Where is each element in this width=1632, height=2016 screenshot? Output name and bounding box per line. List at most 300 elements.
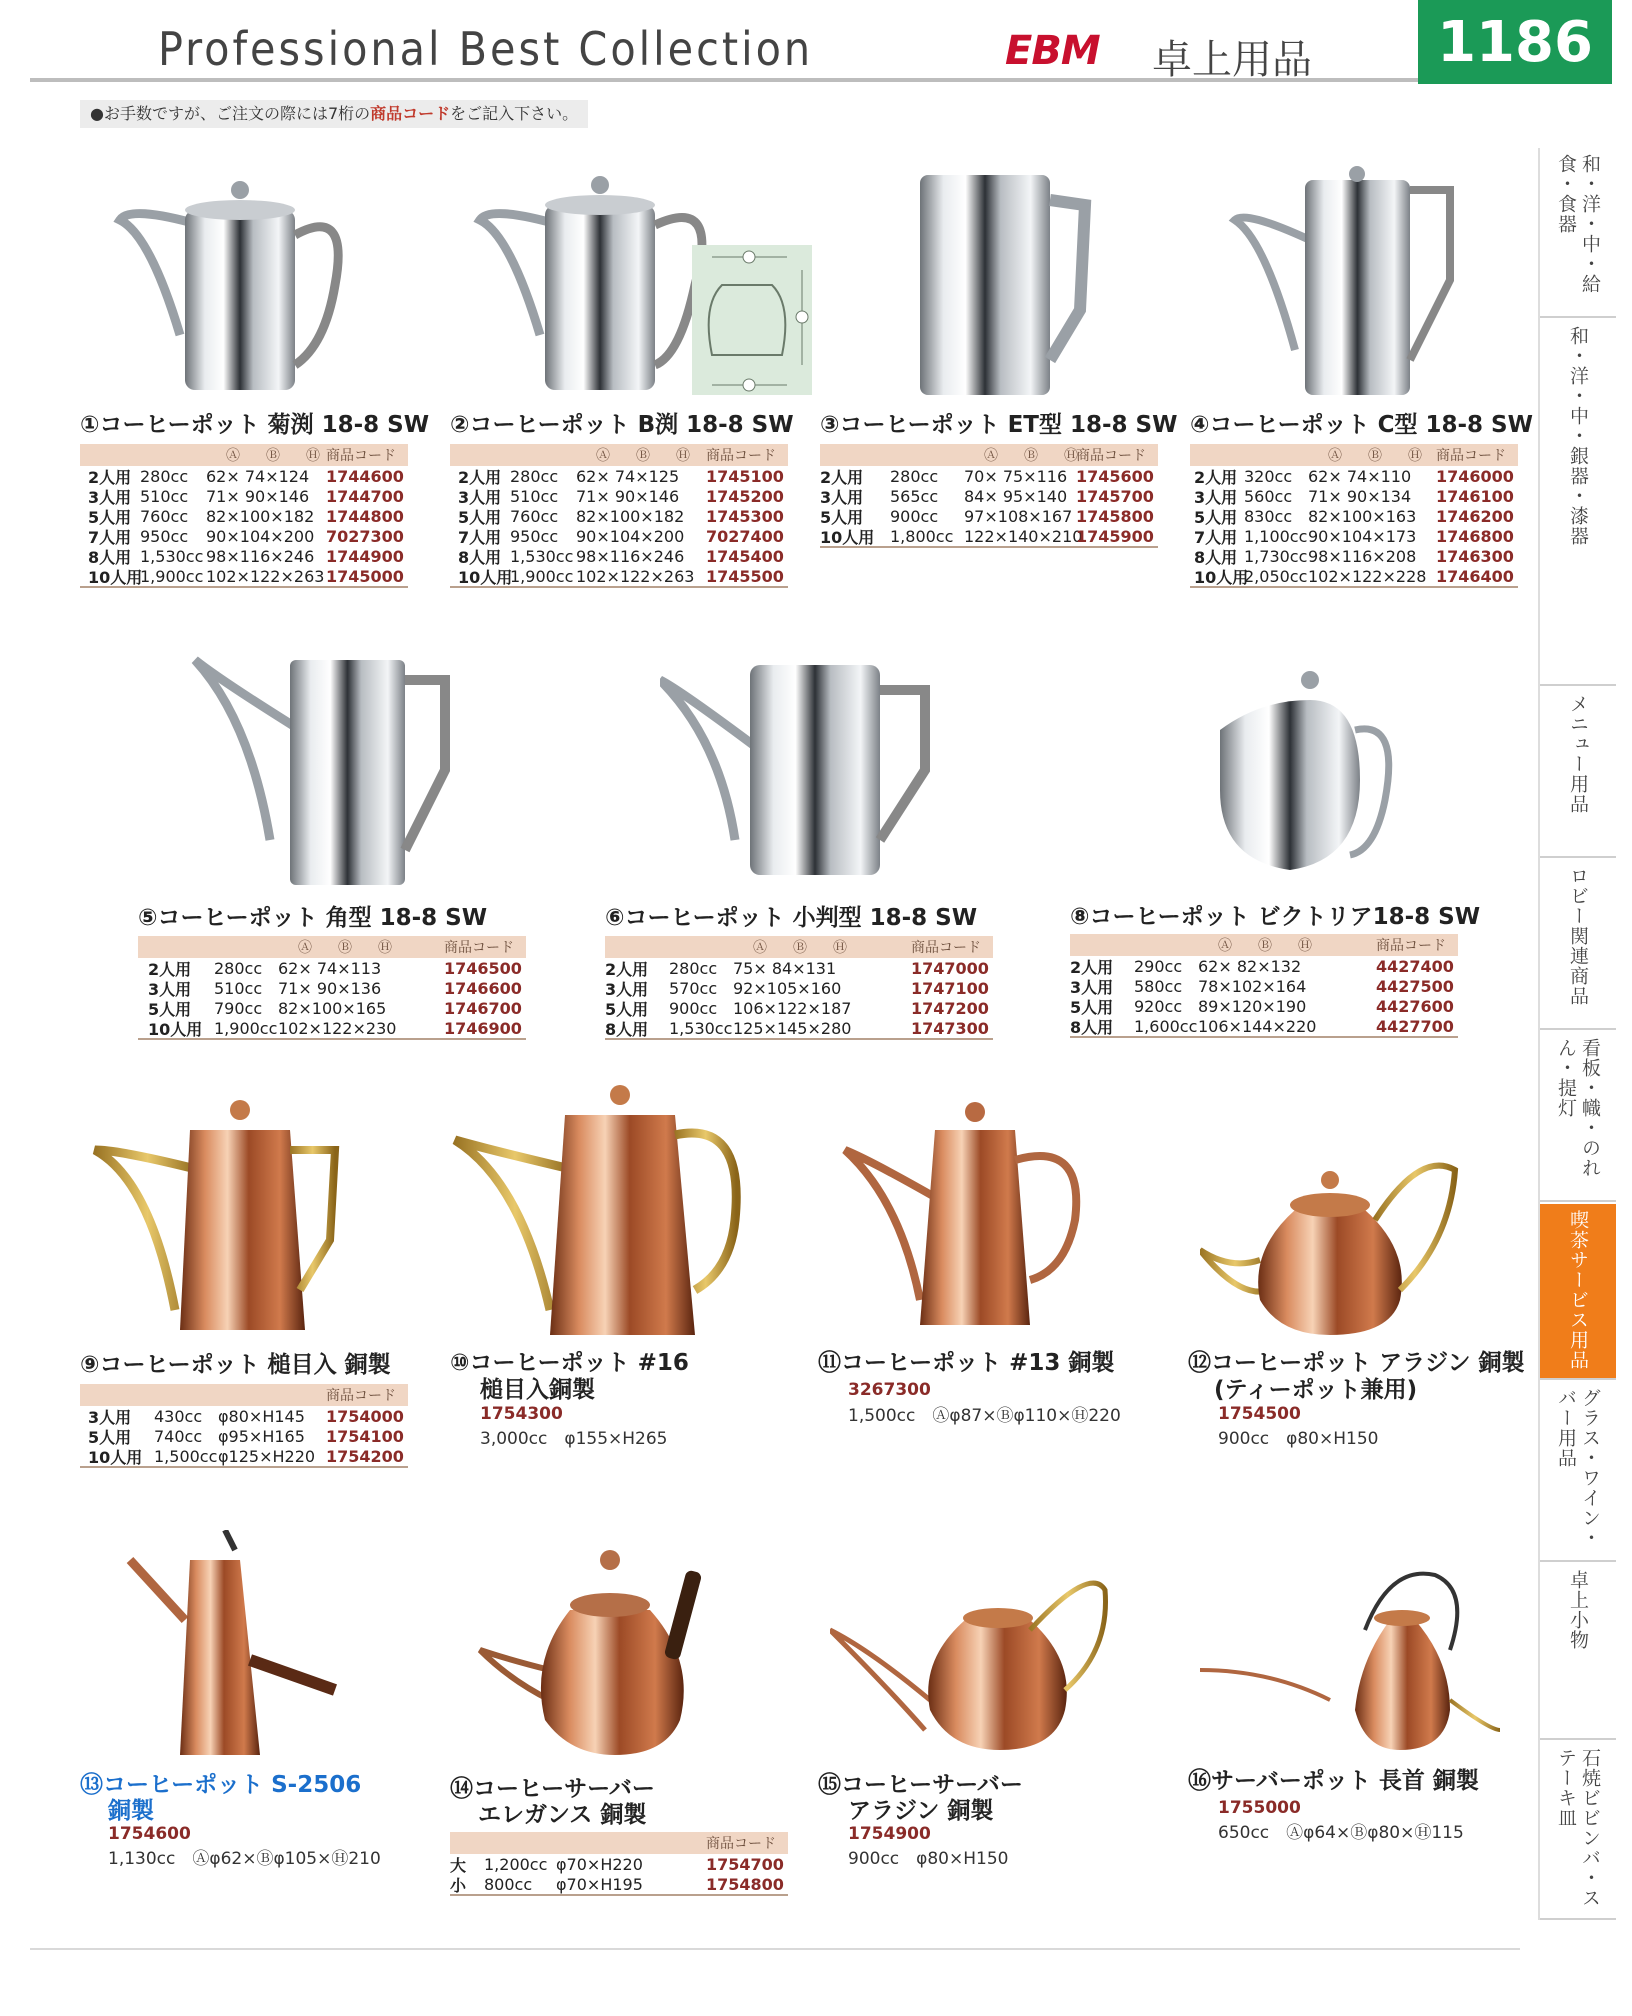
dimension-cell: 122×140×210 bbox=[964, 526, 1083, 546]
dimension-cell: 82×100×165 bbox=[278, 998, 387, 1018]
size-cell: 8人用 bbox=[1070, 1017, 1114, 1037]
dimension-cell: 62× 74×113 bbox=[278, 958, 382, 978]
product-name-line2: (ティーポット兼用) bbox=[1214, 1377, 1418, 1403]
side-tab-menu[interactable] bbox=[1540, 688, 1616, 858]
product-code: 1754300 bbox=[480, 1404, 563, 1424]
code-cell: 1746700 bbox=[444, 998, 522, 1018]
product-spec: 1,500cc Ⓐφ87×Ⓑφ110×Ⓗ220 bbox=[848, 1406, 1121, 1426]
capacity-cell: 740cc bbox=[154, 1426, 203, 1446]
capacity-cell: 1,730cc bbox=[1244, 546, 1308, 566]
dimension-cell: 71× 90×136 bbox=[278, 978, 382, 998]
side-tab-table-goods[interactable] bbox=[1540, 1564, 1616, 1740]
product-name: コーヒーポット アラジン 銅製 bbox=[1211, 1350, 1525, 1376]
capacity-cell: 280cc bbox=[510, 466, 559, 486]
notice-emphasis: 商品コード bbox=[370, 104, 451, 123]
size-cell: 2人用 bbox=[458, 467, 502, 487]
size-cell: 10人用 bbox=[88, 1447, 143, 1467]
header-a: Ⓐ bbox=[1328, 448, 1342, 464]
header-code: 商品コード bbox=[1076, 448, 1146, 464]
product-name: コーヒーポット B渕 18-8 SW bbox=[469, 412, 794, 438]
side-tab-label: 和・洋・中・銀器・漆器 bbox=[1567, 326, 1589, 546]
capacity-cell: 900cc bbox=[890, 506, 939, 526]
header-b: Ⓑ bbox=[636, 448, 650, 464]
header-code: 商品コード bbox=[1376, 938, 1446, 954]
dimension-diagram bbox=[692, 245, 812, 395]
capacity-cell: 1,900cc bbox=[140, 566, 204, 586]
code-cell: 1746400 bbox=[1436, 566, 1514, 586]
side-tab-label: 卓上小物 bbox=[1567, 1570, 1589, 1650]
header-code: 商品コード bbox=[911, 940, 981, 956]
table-row bbox=[605, 998, 993, 1018]
capacity-cell: 560cc bbox=[1244, 486, 1293, 506]
code-cell: 1745300 bbox=[706, 506, 784, 526]
table-row bbox=[450, 546, 788, 566]
capacity-cell: 760cc bbox=[510, 506, 559, 526]
capacity-cell: 1,200cc bbox=[484, 1854, 548, 1874]
product-title bbox=[80, 412, 429, 439]
size-cell: 5人用 bbox=[1070, 997, 1114, 1017]
table-row bbox=[1190, 566, 1518, 586]
dimension-cell: 98×116×246 bbox=[206, 546, 315, 566]
copper-aladdin-pot-image bbox=[1200, 1150, 1460, 1340]
spec-table-header bbox=[450, 444, 788, 466]
coffee-pot-victoria-image bbox=[1200, 660, 1400, 880]
copper-pot-s2506-image bbox=[120, 1530, 350, 1760]
copper-server-longneck-image bbox=[1200, 1570, 1500, 1760]
code-cell: 1745600 bbox=[1076, 466, 1154, 486]
dimension-cell: 89×120×190 bbox=[1198, 996, 1307, 1016]
code-cell: 1747300 bbox=[911, 1018, 989, 1038]
table-row bbox=[80, 1406, 408, 1426]
code-cell: 1754000 bbox=[326, 1406, 404, 1426]
capacity-cell: 800cc bbox=[484, 1874, 533, 1894]
table-row bbox=[1070, 956, 1458, 976]
capacity-cell: 510cc bbox=[140, 486, 189, 506]
table-row bbox=[1190, 506, 1518, 526]
header-h: Ⓗ bbox=[833, 940, 847, 956]
code-cell: 1746900 bbox=[444, 1018, 522, 1038]
product-code: 1755000 bbox=[1218, 1798, 1301, 1818]
table-row bbox=[605, 1018, 993, 1038]
code-cell: 1744900 bbox=[326, 546, 404, 566]
product-title bbox=[80, 1772, 361, 1799]
copper-coffee-pot-hammered-image bbox=[90, 1090, 360, 1340]
side-tab-tableware[interactable] bbox=[1540, 148, 1616, 318]
product-spec: 900cc φ80×H150 bbox=[848, 1849, 1009, 1869]
capacity-cell: 1,100cc bbox=[1244, 526, 1308, 546]
header-code: 商品コード bbox=[326, 1388, 396, 1404]
size-cell: 3人用 bbox=[1070, 977, 1114, 997]
table-row bbox=[80, 1426, 408, 1446]
spec-table-header bbox=[80, 1384, 408, 1406]
coffee-pot-kikubuchi-image bbox=[110, 165, 360, 405]
capacity-cell: 1,600cc bbox=[1134, 1016, 1198, 1036]
size-cell: 5人用 bbox=[1194, 507, 1238, 527]
dimension-cell: 62× 74×124 bbox=[206, 466, 310, 486]
table-row bbox=[450, 566, 788, 586]
product-title bbox=[1070, 904, 1480, 931]
side-tab-lobby[interactable] bbox=[1540, 860, 1616, 1030]
side-tab-label: ロビー関連商品 bbox=[1567, 866, 1589, 1006]
page-header-title: Professional Best Collection bbox=[158, 22, 814, 76]
dimension-cell: 84× 95×140 bbox=[964, 486, 1068, 506]
coffee-pot-et-image bbox=[900, 160, 1100, 400]
dimension-cell: 102×122×230 bbox=[278, 1018, 397, 1038]
product-title bbox=[80, 1352, 391, 1379]
dimension-cell: 90×104×200 bbox=[206, 526, 315, 546]
product-name: コーヒーポット ビクトリア18-8 SW bbox=[1089, 904, 1481, 930]
table-row bbox=[1190, 486, 1518, 506]
dimension-cell: 62× 74×110 bbox=[1308, 466, 1412, 486]
size-cell: 2人用 bbox=[148, 959, 192, 979]
product-name: コーヒーポット C型 18-8 SW bbox=[1209, 412, 1533, 438]
code-cell: 1747100 bbox=[911, 978, 989, 998]
table-row bbox=[450, 1854, 788, 1874]
dimension-cell: φ70×H195 bbox=[556, 1874, 643, 1894]
dimension-cell: 70× 75×116 bbox=[964, 466, 1068, 486]
dimension-cell: φ95×H165 bbox=[218, 1426, 305, 1446]
product-code: 3267300 bbox=[848, 1380, 931, 1400]
code-cell: 1744600 bbox=[326, 466, 404, 486]
table-row bbox=[450, 526, 788, 546]
side-tab-label: 和・洋・中・給食・食器 bbox=[1555, 154, 1601, 294]
header-h: Ⓗ bbox=[1298, 938, 1312, 954]
capacity-cell: 320cc bbox=[1244, 466, 1293, 486]
dimension-cell: φ80×H145 bbox=[218, 1406, 305, 1426]
product-spec: 3,000cc φ155×H265 bbox=[480, 1429, 668, 1449]
product-spec: 1,130cc Ⓐφ62×Ⓑφ105×Ⓗ210 bbox=[108, 1849, 381, 1869]
spec-table bbox=[1190, 444, 1518, 588]
product-title bbox=[1190, 412, 1533, 439]
side-tab-label: グラス・ワイン・バー用品 bbox=[1555, 1388, 1601, 1548]
coffee-pot-oval-image bbox=[660, 650, 940, 880]
table-row bbox=[605, 978, 993, 998]
size-cell: 5人用 bbox=[88, 1427, 132, 1447]
header-b: Ⓑ bbox=[793, 940, 807, 956]
side-tab-stone-plates[interactable] bbox=[1540, 1742, 1616, 1920]
header-b: Ⓑ bbox=[1368, 448, 1382, 464]
spec-table-header bbox=[1070, 934, 1458, 956]
product-number: ⑫ bbox=[1188, 1350, 1211, 1376]
spec-table-header bbox=[820, 444, 1158, 466]
capacity-cell: 510cc bbox=[510, 486, 559, 506]
code-cell: 1745200 bbox=[706, 486, 784, 506]
dimension-cell: 82×100×182 bbox=[576, 506, 685, 526]
dimension-cell: 98×116×246 bbox=[576, 546, 685, 566]
product-name: コーヒーポット 槌目入 銅製 bbox=[99, 1352, 391, 1378]
capacity-cell: 280cc bbox=[669, 958, 718, 978]
category-title: 卓上用品 bbox=[1152, 37, 1312, 83]
table-row bbox=[80, 486, 408, 506]
size-cell: 2人用 bbox=[88, 467, 132, 487]
side-tab-label: 看板・幟・のれん・提灯 bbox=[1555, 1038, 1601, 1178]
side-tab-signs[interactable] bbox=[1540, 1032, 1616, 1202]
product-name: コーヒーポット 菊渕 18-8 SW bbox=[99, 412, 430, 438]
capacity-cell: 430cc bbox=[154, 1406, 203, 1426]
product-name: コーヒーポット 小判型 18-8 SW bbox=[624, 905, 978, 931]
spec-table bbox=[80, 444, 408, 588]
capacity-cell: 830cc bbox=[1244, 506, 1293, 526]
code-cell: 1746100 bbox=[1436, 486, 1514, 506]
product-title bbox=[605, 905, 977, 932]
dimension-cell: 82×100×163 bbox=[1308, 506, 1417, 526]
dimension-cell: φ125×H220 bbox=[218, 1446, 316, 1466]
header-a: Ⓐ bbox=[596, 448, 610, 464]
dimension-cell: 125×145×280 bbox=[733, 1018, 852, 1038]
dimension-cell: 71× 90×146 bbox=[576, 486, 680, 506]
dimension-cell: 62× 74×125 bbox=[576, 466, 680, 486]
capacity-cell: 950cc bbox=[140, 526, 189, 546]
product-title bbox=[1188, 1768, 1479, 1795]
size-cell: 7人用 bbox=[458, 527, 502, 547]
spec-table bbox=[820, 444, 1158, 548]
size-cell: 3人用 bbox=[148, 979, 192, 999]
product-spec: 900cc φ80×H150 bbox=[1218, 1429, 1379, 1449]
copper-server-aladdin-image bbox=[830, 1570, 1120, 1760]
side-tab-silverware[interactable] bbox=[1540, 320, 1616, 686]
header-code: 商品コード bbox=[444, 940, 514, 956]
product-name: コーヒーポット ET型 18-8 SW bbox=[839, 412, 1178, 438]
spec-table-header bbox=[450, 1832, 788, 1854]
table-row bbox=[1190, 526, 1518, 546]
size-cell: 10人用 bbox=[1194, 567, 1249, 587]
product-name: コーヒーサーバー bbox=[841, 1772, 1023, 1798]
dimension-cell: 71× 90×134 bbox=[1308, 486, 1412, 506]
header-h: Ⓗ bbox=[306, 448, 320, 464]
capacity-cell: 290cc bbox=[1134, 956, 1183, 976]
product-number: ⑩ bbox=[450, 1350, 470, 1376]
table-row bbox=[820, 506, 1158, 526]
code-cell: 1745700 bbox=[1076, 486, 1154, 506]
page-number: 1186 bbox=[1418, 0, 1612, 84]
table-row bbox=[80, 506, 408, 526]
capacity-cell: 1,900cc bbox=[214, 1018, 278, 1038]
product-number: ⑨ bbox=[80, 1352, 100, 1378]
code-cell: 1745900 bbox=[1076, 526, 1154, 546]
product-number: ⑤ bbox=[138, 905, 158, 931]
capacity-cell: 570cc bbox=[669, 978, 718, 998]
header-a: Ⓐ bbox=[226, 448, 240, 464]
header-h: Ⓗ bbox=[1064, 448, 1078, 464]
product-name: コーヒーポット 角型 18-8 SW bbox=[157, 905, 488, 931]
table-row bbox=[450, 1874, 788, 1894]
capacity-cell: 280cc bbox=[890, 466, 939, 486]
product-name-line2: アラジン 銅製 bbox=[848, 1798, 994, 1824]
code-cell: 1754800 bbox=[706, 1874, 784, 1894]
size-cell: 2人用 bbox=[1070, 957, 1114, 977]
table-row bbox=[80, 466, 408, 486]
product-title bbox=[820, 412, 1177, 439]
spec-table bbox=[450, 444, 788, 588]
table-row bbox=[820, 526, 1158, 546]
table-row bbox=[605, 958, 993, 978]
code-cell: 1746000 bbox=[1436, 466, 1514, 486]
capacity-cell: 565cc bbox=[890, 486, 939, 506]
header-code: 商品コード bbox=[706, 448, 776, 464]
table-row bbox=[138, 958, 526, 978]
header-h: Ⓗ bbox=[378, 940, 392, 956]
spec-table-header bbox=[1190, 444, 1518, 466]
header-b: Ⓑ bbox=[266, 448, 280, 464]
code-cell: 4427500 bbox=[1376, 976, 1454, 996]
capacity-cell: 2,050cc bbox=[1244, 566, 1308, 586]
dimension-cell: 92×105×160 bbox=[733, 978, 842, 998]
dimension-cell: 102×122×263 bbox=[576, 566, 695, 586]
code-cell: 1744800 bbox=[326, 506, 404, 526]
size-cell: 10人用 bbox=[458, 567, 513, 587]
table-row bbox=[138, 978, 526, 998]
code-cell: 1746600 bbox=[444, 978, 522, 998]
product-number: ⑭ bbox=[450, 1776, 473, 1802]
size-cell: 3人用 bbox=[1194, 487, 1238, 507]
dimension-cell: 62× 82×132 bbox=[1198, 956, 1302, 976]
capacity-cell: 280cc bbox=[140, 466, 189, 486]
spec-table bbox=[80, 1384, 408, 1468]
header-h: Ⓗ bbox=[1408, 448, 1422, 464]
side-tab-label: メニュー用品 bbox=[1567, 694, 1589, 814]
table-row bbox=[138, 998, 526, 1018]
size-cell: 2人用 bbox=[605, 959, 649, 979]
coffee-pot-c-image bbox=[1225, 160, 1465, 400]
table-row bbox=[820, 466, 1158, 486]
header-a: Ⓐ bbox=[298, 940, 312, 956]
size-cell: 3人用 bbox=[458, 487, 502, 507]
spec-table bbox=[450, 1832, 788, 1896]
capacity-cell: 1,530cc bbox=[669, 1018, 733, 1038]
table-row bbox=[138, 1018, 526, 1038]
dimension-cell: 71× 90×146 bbox=[206, 486, 310, 506]
size-cell: 5人用 bbox=[88, 507, 132, 527]
size-cell: 大 bbox=[450, 1855, 467, 1875]
product-title bbox=[818, 1350, 1114, 1377]
size-cell: 3人用 bbox=[88, 487, 132, 507]
header-code: 商品コード bbox=[706, 1836, 776, 1852]
size-cell: 8人用 bbox=[1194, 547, 1238, 567]
copper-coffee-pot-13-image bbox=[840, 1100, 1100, 1330]
table-row bbox=[1070, 1016, 1458, 1036]
product-name-line2: 銅製 bbox=[108, 1798, 154, 1824]
capacity-cell: 1,530cc bbox=[510, 546, 574, 566]
table-row bbox=[1190, 546, 1518, 566]
code-cell: 1745400 bbox=[706, 546, 784, 566]
product-title bbox=[450, 1776, 655, 1803]
capacity-cell: 760cc bbox=[140, 506, 189, 526]
code-cell: 1745800 bbox=[1076, 506, 1154, 526]
capacity-cell: 580cc bbox=[1134, 976, 1183, 996]
spec-table bbox=[1070, 934, 1458, 1038]
product-title bbox=[138, 905, 487, 932]
dimension-cell: 90×104×173 bbox=[1308, 526, 1417, 546]
code-cell: 1747200 bbox=[911, 998, 989, 1018]
dimension-cell: 102×122×228 bbox=[1308, 566, 1427, 586]
code-cell: 1754200 bbox=[326, 1446, 404, 1466]
code-cell: 1746300 bbox=[1436, 546, 1514, 566]
spec-table-header bbox=[138, 936, 526, 958]
size-cell: 7人用 bbox=[88, 527, 132, 547]
spec-table bbox=[605, 936, 993, 1040]
dimension-cell: 75× 84×131 bbox=[733, 958, 837, 978]
size-cell: 10人用 bbox=[148, 1019, 203, 1039]
size-cell: 10人用 bbox=[88, 567, 143, 587]
header-b: Ⓑ bbox=[1024, 448, 1038, 464]
dimension-cell: 82×100×182 bbox=[206, 506, 315, 526]
capacity-cell: 1,800cc bbox=[890, 526, 954, 546]
capacity-cell: 280cc bbox=[214, 958, 263, 978]
product-number: ⑪ bbox=[818, 1350, 841, 1376]
product-number: ⑯ bbox=[1188, 1768, 1211, 1794]
code-cell: 1754100 bbox=[326, 1426, 404, 1446]
section-sidebar bbox=[1538, 148, 1616, 1920]
size-cell: 8人用 bbox=[605, 1019, 649, 1039]
dimension-cell: 98×116×208 bbox=[1308, 546, 1417, 566]
capacity-cell: 1,530cc bbox=[140, 546, 204, 566]
product-name: コーヒーサーバー bbox=[473, 1776, 655, 1802]
dimension-cell: 97×108×167 bbox=[964, 506, 1073, 526]
side-tab-glass-bar[interactable] bbox=[1540, 1382, 1616, 1562]
dimension-cell: 102×122×263 bbox=[206, 566, 325, 586]
code-cell: 7027400 bbox=[706, 526, 784, 546]
code-cell: 4427700 bbox=[1376, 1016, 1454, 1036]
side-tab-label: 喫茶サービス用品 bbox=[1567, 1210, 1589, 1370]
table-row bbox=[1190, 466, 1518, 486]
capacity-cell: 1,500cc bbox=[154, 1446, 218, 1466]
table-row bbox=[450, 466, 788, 486]
notice-text: ●お手数ですが、ご注文の際には7桁の bbox=[90, 104, 371, 123]
notice-text-end: をご記入下さい。 bbox=[450, 104, 579, 123]
table-row bbox=[80, 546, 408, 566]
size-cell: 8人用 bbox=[458, 547, 502, 567]
side-tab-cafe-service[interactable] bbox=[1540, 1204, 1616, 1380]
table-row bbox=[1070, 996, 1458, 1016]
table-row bbox=[820, 486, 1158, 506]
capacity-cell: 790cc bbox=[214, 998, 263, 1018]
size-cell: 5人用 bbox=[820, 507, 864, 527]
product-number: ② bbox=[450, 412, 470, 438]
capacity-cell: 950cc bbox=[510, 526, 559, 546]
product-number: ⑥ bbox=[605, 905, 625, 931]
product-number: ③ bbox=[820, 412, 840, 438]
spec-table bbox=[138, 936, 526, 1040]
table-row bbox=[80, 566, 408, 586]
code-cell: 1745100 bbox=[706, 466, 784, 486]
code-cell: 4427600 bbox=[1376, 996, 1454, 1016]
spec-table-header bbox=[605, 936, 993, 958]
product-number: ⑮ bbox=[818, 1772, 841, 1798]
code-cell: 1746200 bbox=[1436, 506, 1514, 526]
copper-coffee-pot-16-image bbox=[450, 1080, 750, 1340]
product-title bbox=[1188, 1350, 1525, 1377]
table-row bbox=[450, 486, 788, 506]
spec-table-header bbox=[80, 444, 408, 466]
table-row bbox=[450, 506, 788, 526]
dimension-cell: 106×122×187 bbox=[733, 998, 852, 1018]
header-h: Ⓗ bbox=[676, 448, 690, 464]
header-b: Ⓑ bbox=[1258, 938, 1272, 954]
table-row bbox=[1070, 976, 1458, 996]
side-tab-label: 石焼ビビンバ・ステーキ皿 bbox=[1555, 1748, 1601, 1908]
table-row bbox=[80, 526, 408, 546]
header-code: 商品コード bbox=[1436, 448, 1506, 464]
product-code: 1754900 bbox=[848, 1824, 931, 1844]
coffee-pot-square-image bbox=[190, 640, 470, 890]
code-cell: 1746500 bbox=[444, 958, 522, 978]
size-cell: 7人用 bbox=[1194, 527, 1238, 547]
header-a: Ⓐ bbox=[753, 940, 767, 956]
dimension-cell: 78×102×164 bbox=[1198, 976, 1307, 996]
table-row bbox=[80, 1446, 408, 1466]
product-number: ⑧ bbox=[1070, 904, 1090, 930]
size-cell: 3人用 bbox=[605, 979, 649, 999]
